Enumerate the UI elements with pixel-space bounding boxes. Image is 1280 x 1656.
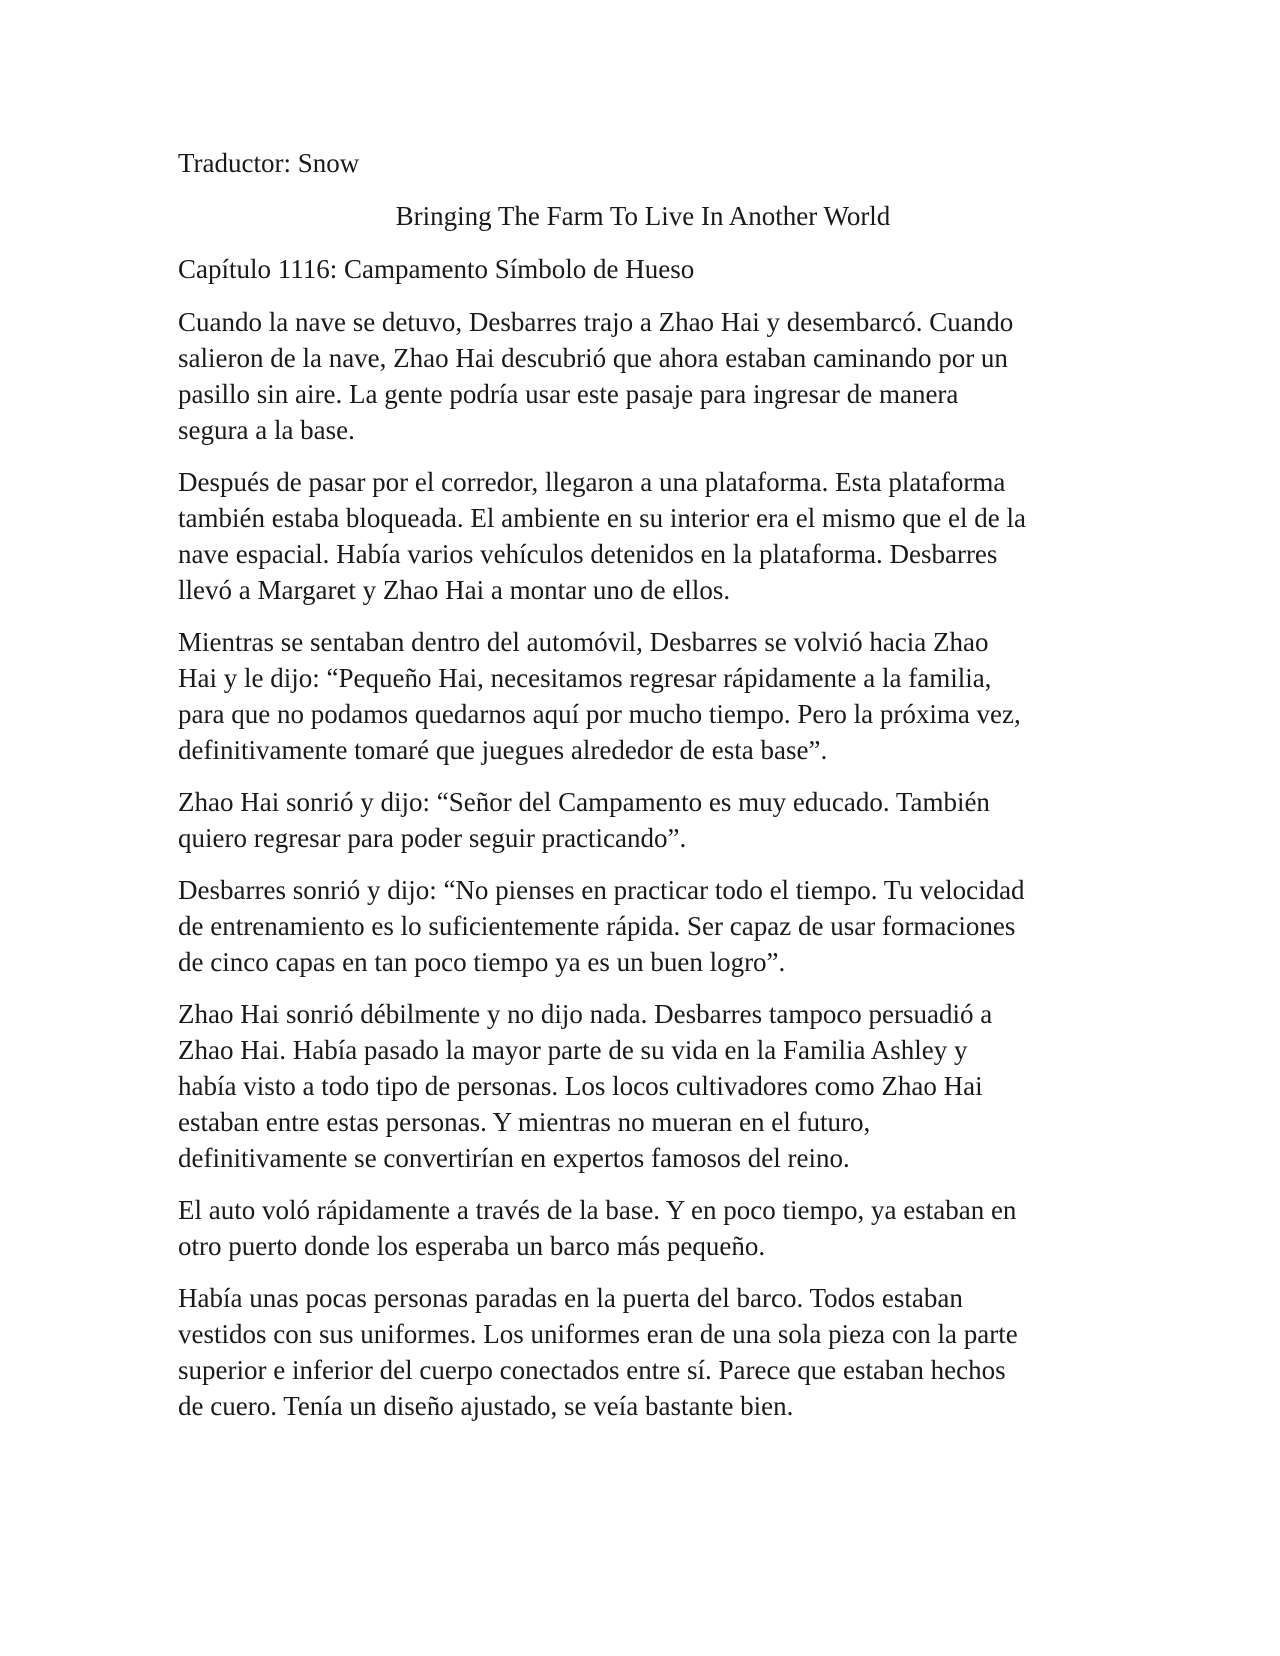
paragraph-line: Mientras se sentaban dentro del automóvil, Desbarres se volvió hacia Zhao — [178, 627, 989, 657]
paragraph-line: salieron de la nave, Zhao Hai descubrió que ahora estaban caminando por un — [178, 343, 1008, 373]
document-body — [178, 145, 1108, 1440]
paragraph-5 — [178, 872, 1108, 980]
paragraph-line: definitivamente se convertirían en expertos famosos del reino. — [178, 1143, 850, 1173]
paragraph-line: Zhao Hai sonrió débilmente y no dijo nada. Desbarres tampoco persuadió a — [178, 999, 993, 1029]
paragraph-line: pasillo sin aire. La gente podría usar este pasaje para ingresar de manera — [178, 379, 959, 409]
paragraph-line: también estaba bloqueada. El ambiente en su interior era el mismo que el de la — [178, 503, 1026, 533]
paragraph-line: vestidos con sus uniformes. Los uniformes eran de una sola pieza con la parte — [178, 1319, 1018, 1349]
paragraph-line: Hai y le dijo: “Pequeño Hai, necesitamos regresar rápidamente a la familia, — [178, 663, 992, 693]
paragraph-line: Zhao Hai. Había pasado la mayor parte de su vida en la Familia Ashley y — [178, 1035, 968, 1065]
paragraph-line: llevó a Margaret y Zhao Hai a montar uno de ellos. — [178, 575, 731, 605]
paragraph-line: definitivamente tomaré que juegues alrededor de esta base”. — [178, 735, 828, 765]
paragraph-1 — [178, 304, 1108, 448]
novel-title: Bringing The Farm To Live In Another World — [395, 201, 891, 231]
paragraph-line: Desbarres sonrió y dijo: “No pienses en practicar todo el tiempo. Tu velocidad — [178, 875, 1025, 905]
paragraph-line: El auto voló rápidamente a través de la base. Y en poco tiempo, ya estaban en — [178, 1195, 1017, 1225]
paragraph-3 — [178, 624, 1108, 768]
paragraph-line: de entrenamiento es lo suficientemente rápida. Ser capaz de usar formaciones — [178, 911, 1016, 941]
paragraph-line: Después de pasar por el corredor, llegaron a una plataforma. Esta plataforma — [178, 467, 1006, 497]
paragraph-line: Zhao Hai sonrió y dijo: “Señor del Campamento es muy educado. También — [178, 787, 990, 817]
paragraph-line: estaban entre estas personas. Y mientras no mueran en el futuro, — [178, 1107, 871, 1137]
paragraph-line: para que no podamos quedarnos aquí por mucho tiempo. Pero la próxima vez, — [178, 699, 1021, 729]
paragraph-line: nave espacial. Había varios vehículos detenidos en la plataforma. Desbarres — [178, 539, 998, 569]
paragraph-4 — [178, 784, 1108, 856]
paragraph-line: otro puerto donde los esperaba un barco más pequeño. — [178, 1231, 766, 1261]
paragraph-line: segura a la base. — [178, 415, 355, 445]
translator-credit: Traductor: Snow — [178, 148, 360, 178]
chapter-title: Capítulo 1116: Campamento Símbolo de Hueso — [178, 254, 695, 284]
paragraph-line: Cuando la nave se detuvo, Desbarres trajo a Zhao Hai y desembarcó. Cuando — [178, 307, 1014, 337]
paragraph-line: había visto a todo tipo de personas. Los locos cultivadores como Zhao Hai — [178, 1071, 983, 1101]
paragraph-8 — [178, 1280, 1108, 1424]
paragraph-line: quiero regresar para poder seguir practicando”. — [178, 823, 687, 853]
paragraph-line: de cuero. Tenía un diseño ajustado, se veía bastante bien. — [178, 1391, 794, 1421]
paragraph-line: Había unas pocas personas paradas en la puerta del barco. Todos estaban — [178, 1283, 963, 1313]
paragraph-2 — [178, 464, 1108, 608]
paragraph-6 — [178, 996, 1108, 1176]
paragraph-7 — [178, 1192, 1108, 1264]
paragraph-line: superior e inferior del cuerpo conectados entre sí. Parece que estaban hechos — [178, 1355, 1006, 1385]
paragraph-line: de cinco capas en tan poco tiempo ya es un buen logro”. — [178, 947, 786, 977]
